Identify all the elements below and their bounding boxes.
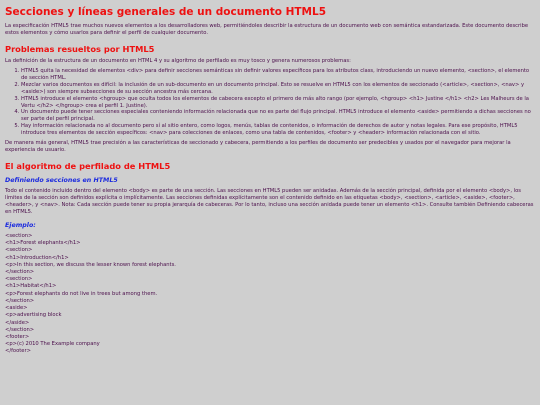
example-heading: Ejemplo: <box>5 222 36 230</box>
sections-paragraph: Todo el contenido incluido dentro del elemento <body> es parte de una sección. Las secciones en HTML5 pueden ser anidadas. Además de la sección principal, definida por el elemento <body>, los límites de la sección son definidos explícita o implícitamente. Las secciones definidas explícitamente son el contenido definido en las etiquetas <body>, <section>, <article>, <aside>, <footer>, <header>, y <nav>. Nota: Cada sección puede tener su propia jerarquía de cabeceras. Por lo tanto, incluso una sección anidada puede tener un elemento <h1>. Consulte también Definiendo cabeceras en HTML5. <box>5 188 534 216</box>
list-item: 3. HTML5 introduce el elemento <hgroup> que oculta todos los elementos de cabecera excepto el primero de más alto rango (por ejemplo, <hgroup> <h1> Justine </h1> <h2> Les Malheurs de la Vertu </h2> </hgroup> crea el perfil 1. Justine). <box>21 96 535 110</box>
intro-paragraph: La especificación HTML5 trae muchos nuevos elementos a los desarrolladores web, permitiéndoles describir la estructura de un documento web con semántica estandarizada. Este documento describe estos elementos y cómo usarlos para definir el perfil de cualquier documento. <box>5 23 529 36</box>
list-item: 5. Hay información relacionada no al documento pero sí al sitio entero, como logos, menús, tablas de contenidos, o información de derechos de autor y notas legales. Para ese propósito, HTML5 introduce tres elementos de sección específicos: <nav> para colecciones de enlaces, como una tabla de contenidos, <footer> y <header> información relacionada con el sitio. <box>21 123 535 137</box>
list-item: 4. Un documento puede tener secciones especiales conteniendo información relacionada que no es parte del flujo principal. HTML5 introduce el elemento <aside> permitiendo a dichas secciones no ser parte del perfil principal. <box>21 109 535 123</box>
list-item: 2. Mezclar varios documentos es difícil: la inclusión de un sub-documento en un documento principal. Esto se resuelve en HTML5 con los elementos de seccionado (<article>, <section>, <nav> y <aside>) son siempre subsecciones de su sección ancestra más cercana. <box>21 82 535 96</box>
conclusion-paragraph: De manera más general, HTML5 trae precisión a las características de seccionado y cabecera, permitiendo a los perfiles de documento ser predecibles y usados por el navegador para mejorar la experiencia de usuario. <box>5 140 511 154</box>
section-heading-problems: Problemas resueltos por HTML5 <box>5 44 155 54</box>
page-title: Secciones y líneas generales de un documento HTML5 <box>5 6 327 18</box>
code-example: <section> <h1>Forest elephants</h1> <section> <h1>Introduction</h1> <p>In this section, we discuss the lesser known forest elephants. </section> <section> <h1>Habitat</h1> <p>Forest elephants do not live in trees but among them. </section> <aside> <p>advertising block </aside> </section> <footer> <p>(c) 2010 The Example company </footer> <box>5 233 176 355</box>
problems-paragraph: La definición de la estructura de un documento en HTML 4 y su algoritmo de perfilado es muy tosco y genera numerosos problemas: <box>5 58 351 64</box>
subheading-defining-sections: Definiendo secciones en HTML5 <box>5 177 118 185</box>
list-item: 1. HTML5 quita la necesidad de elementos <div> para definir secciones semánticas sin definir valores específicos para los atributos class, introduciendo un nuevo elemento, <section>, el elemento de sección HTML. <box>21 68 535 82</box>
problems-list <box>5 68 535 137</box>
section-heading-algorithm: El algoritmo de perfilado de HTML5 <box>5 161 171 172</box>
